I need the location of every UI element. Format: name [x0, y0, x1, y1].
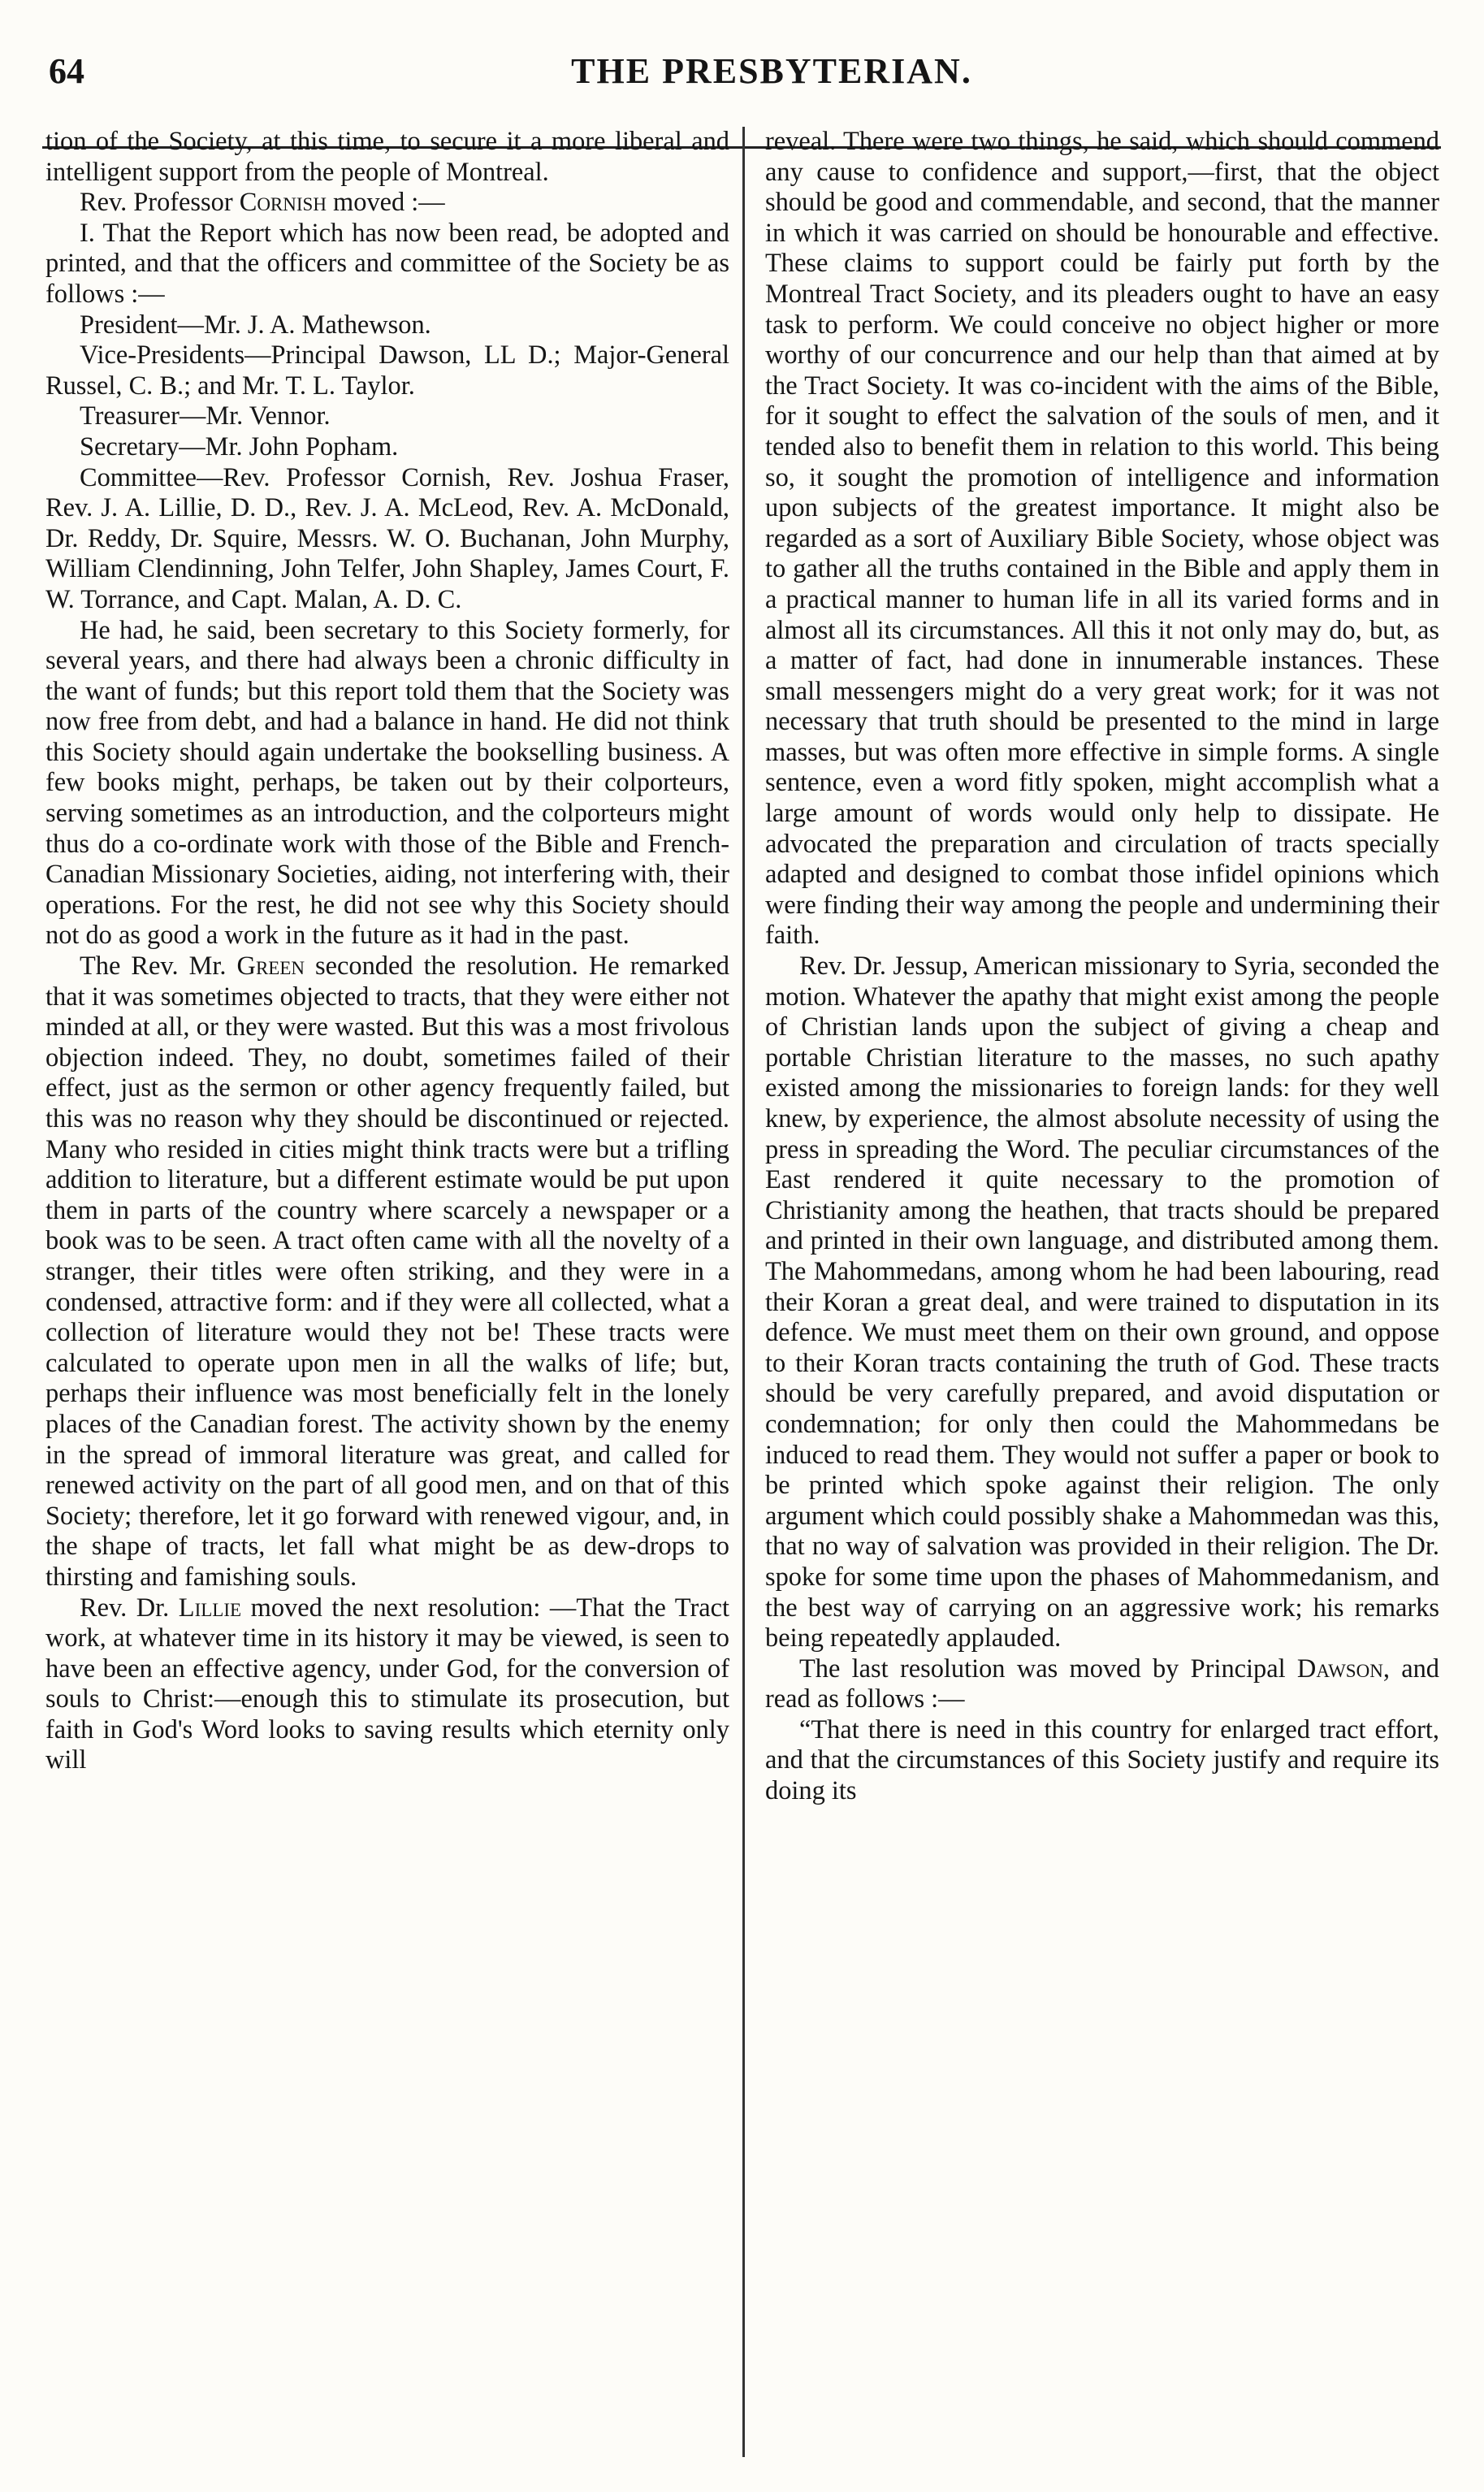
paragraph-dawson-moved — [765, 1654, 1439, 1715]
text: moved the next resolution: —That the Tract work, at whatever time in its history it may be viewed, is seen to have been an effective agency, under God, for the conversion of souls to Christ:—enough this to stimulate its prosecution, but faith in God's Word looks to saving results which eternity only will — [45, 1593, 729, 1775]
resolution-quote: “That there is need in this country for enlarged tract effort, and that the circumstances of this Society justify and require its doing its — [765, 1714, 1439, 1806]
right-column — [765, 127, 1439, 2459]
text: , and read as follows :— — [765, 1653, 1439, 1714]
paragraph-green-seconded — [45, 951, 729, 1593]
journal-title: THE PRESBYTERIAN. — [571, 51, 972, 91]
page-number: 64 — [49, 51, 84, 91]
paragraph-secretary-remarks: He had, he said, been secretary to this Society formerly, for several years, and there had always been a chronic difficulty in the want of funds; but this report told them that the Society was now free from debt, and had a balance in hand. He did not think this Society should again undertake the bookselling business. A few books might, perhaps, be taken out by their colporteurs, serving sometimes as an introduction, and the colporteurs might thus do a co-ordinate work with those of the Bible and French-Canadian Missionary Societies, aiding, not interfering with, their operations. For the rest, he did not see why this Society should not do as good a work in the future as it had in the past. — [45, 615, 729, 951]
text: Rev. Professor — [80, 188, 240, 218]
officer-line: Committee—Rev. Professor Cornish, Rev. Joshua Fraser, Rev. J. A. Lillie, D. D., Rev. J. A. McLeod, Rev. A. McDonald, Dr. Reddy, Dr. Squire, Messrs. W. O. Buchanan, John Murphy, William Clendinning, John Telfer, John Shapley, James Court, F. W. Torrance, and Capt. Malan, A. D. C. — [45, 462, 729, 614]
officer-line: Treasurer—Mr. Vennor. — [80, 401, 331, 431]
speaker-name: Lillie — [178, 1593, 242, 1623]
paragraph-continued: reveal. There were two things, he said, which should commend any cause to confidence and support,—first, that the object should be good and commendable, and second, that the manner in which it was carried on should be honourable and effective. These claims to support could be fairly put forth by the Montreal Tract Society, and its pleaders ought to have an easy task to perform. We could conceive no object higher or more worthy of our concurrence and our help than that aimed at by the Tract Society. It was co-incident with the aims of the Bible, for it sought to effect the salvation of the souls of men, and it tended also to benefit them in relation to this world. This being so, it sought the promotion of intelligence and information upon subjects of the greatest importance. It might also be regarded as a sort of Auxiliary Bible Society, whose object was to gather all the truths contained in the Bible and apply them in a practical manner to human life in all its varied forms and in almost all its circumstances. All this it not only may do, but, as a matter of fact, had done in innumerable instances. These small messengers might do a very great work; for it was not necessary that truth should be presented to the mind in large masses, but was often more effective in simple forms. A single sentence, even a word fitly spoken, might accomplish what a large amount of words would only help to dissipate. He advocated the preparation and circulation of tracts specially adapted and designed to combat those infidel opinions which were finding their way among the people and undermining their faith. — [765, 127, 1439, 951]
speaker-name: Green — [236, 951, 305, 982]
text: The last resolution was moved by Principal — [799, 1653, 1297, 1684]
speaker-name: Dawson — [1296, 1653, 1383, 1684]
text: moved :— — [326, 188, 445, 218]
paragraph-cornish-moved — [45, 188, 729, 219]
officer-line: Vice-Presidents—Principal Dawson, LL D.; Major-General Russel, C. B.; and Mr. T. L. Taylor. — [45, 340, 729, 401]
page-header — [0, 50, 1484, 102]
left-column — [45, 127, 729, 2459]
resolution-one: I. That the Report which has now been read, be adopted and printed, and that the officers and committee of the Society be as follows :— — [45, 218, 729, 309]
column-rule — [742, 127, 745, 2457]
paragraph-continued: tion of the Society, at this time, to secure it a more liberal and intelligent support from the people of Montreal. — [45, 127, 729, 187]
officer-line: President—Mr. J. A. Mathewson. — [80, 310, 431, 340]
paragraph-lillie-moved — [45, 1593, 729, 1777]
text: The Rev. Mr. — [80, 951, 237, 982]
paragraph-jessup-seconded: Rev. Dr. Jessup, American missionary to Syria, seconded the motion. Whatever the apathy that might exist among the people of Christian lands upon the subject of giving a cheap and portable Christian literature to the masses, no such apathy existed among the missionaries to foreign lands: for they well knew, by experience, the almost absolute necessity of using the press in spreading the Word. The peculiar circumstances of the East rendered it quite necessary to the promotion of Christianity among the heathen, that tracts should be prepared and printed in their own language, and distributed among them. The Mahommedans, among whom he had been labouring, read their Koran a great deal, and were trained to disputation in its defence. We must meet them on their own ground, and oppose to their Koran tracts containing the truth of God. These tracts should be very carefully prepared, and avoid disputation or condemnation; for only then could the Mahommedans be induced to read them. They would not suffer a paper or book to be printed which spoke against their religion. The only argument which could possibly shake a Mahommedan was this, that no way of salvation was provided in their religion. The Dr. spoke for some time upon the phases of Mahommedanism, and the best way of carrying on an aggressive work; his remarks being repeatedly applauded. — [765, 951, 1439, 1653]
text: Rev. Dr. — [80, 1593, 179, 1623]
speaker-name: Cornish — [239, 188, 327, 218]
officer-line: Secretary—Mr. John Popham. — [80, 431, 399, 462]
text: seconded the resolution. He remarked that it was sometimes objected to tracts, that they were either not minded at all, or they were wasted. But this was a most frivolous objection indeed. They, no doubt, sometimes failed of their effect, just as the sermon or other agency frequently failed, but this was no reason why they should be discontinued or rejected. Many who resided in cities might think tracts were but a trifling addition to literature, but a different estimate would be put upon them in parts of the country where scarcely a newspaper or a book was to be seen. A tract often came with all the novelty of a stranger, their titles were often striking, and they were in a condensed, attractive form: and if they were all collected, what a collection of literature would they not be! These tracts were calculated to operate upon men in all the walks of life; but, perhaps their influence was most beneficially felt in the lonely places of the Canadian forest. The activity shown by the enemy in the spread of immoral literature was great, and called for renewed activity on the part of all good men, and on that of this Society; therefore, let it go forward with renewed vigour, and, in the shape of tracts, let fall what might be as dew-drops to thirsting and famishing souls. — [45, 951, 729, 1592]
